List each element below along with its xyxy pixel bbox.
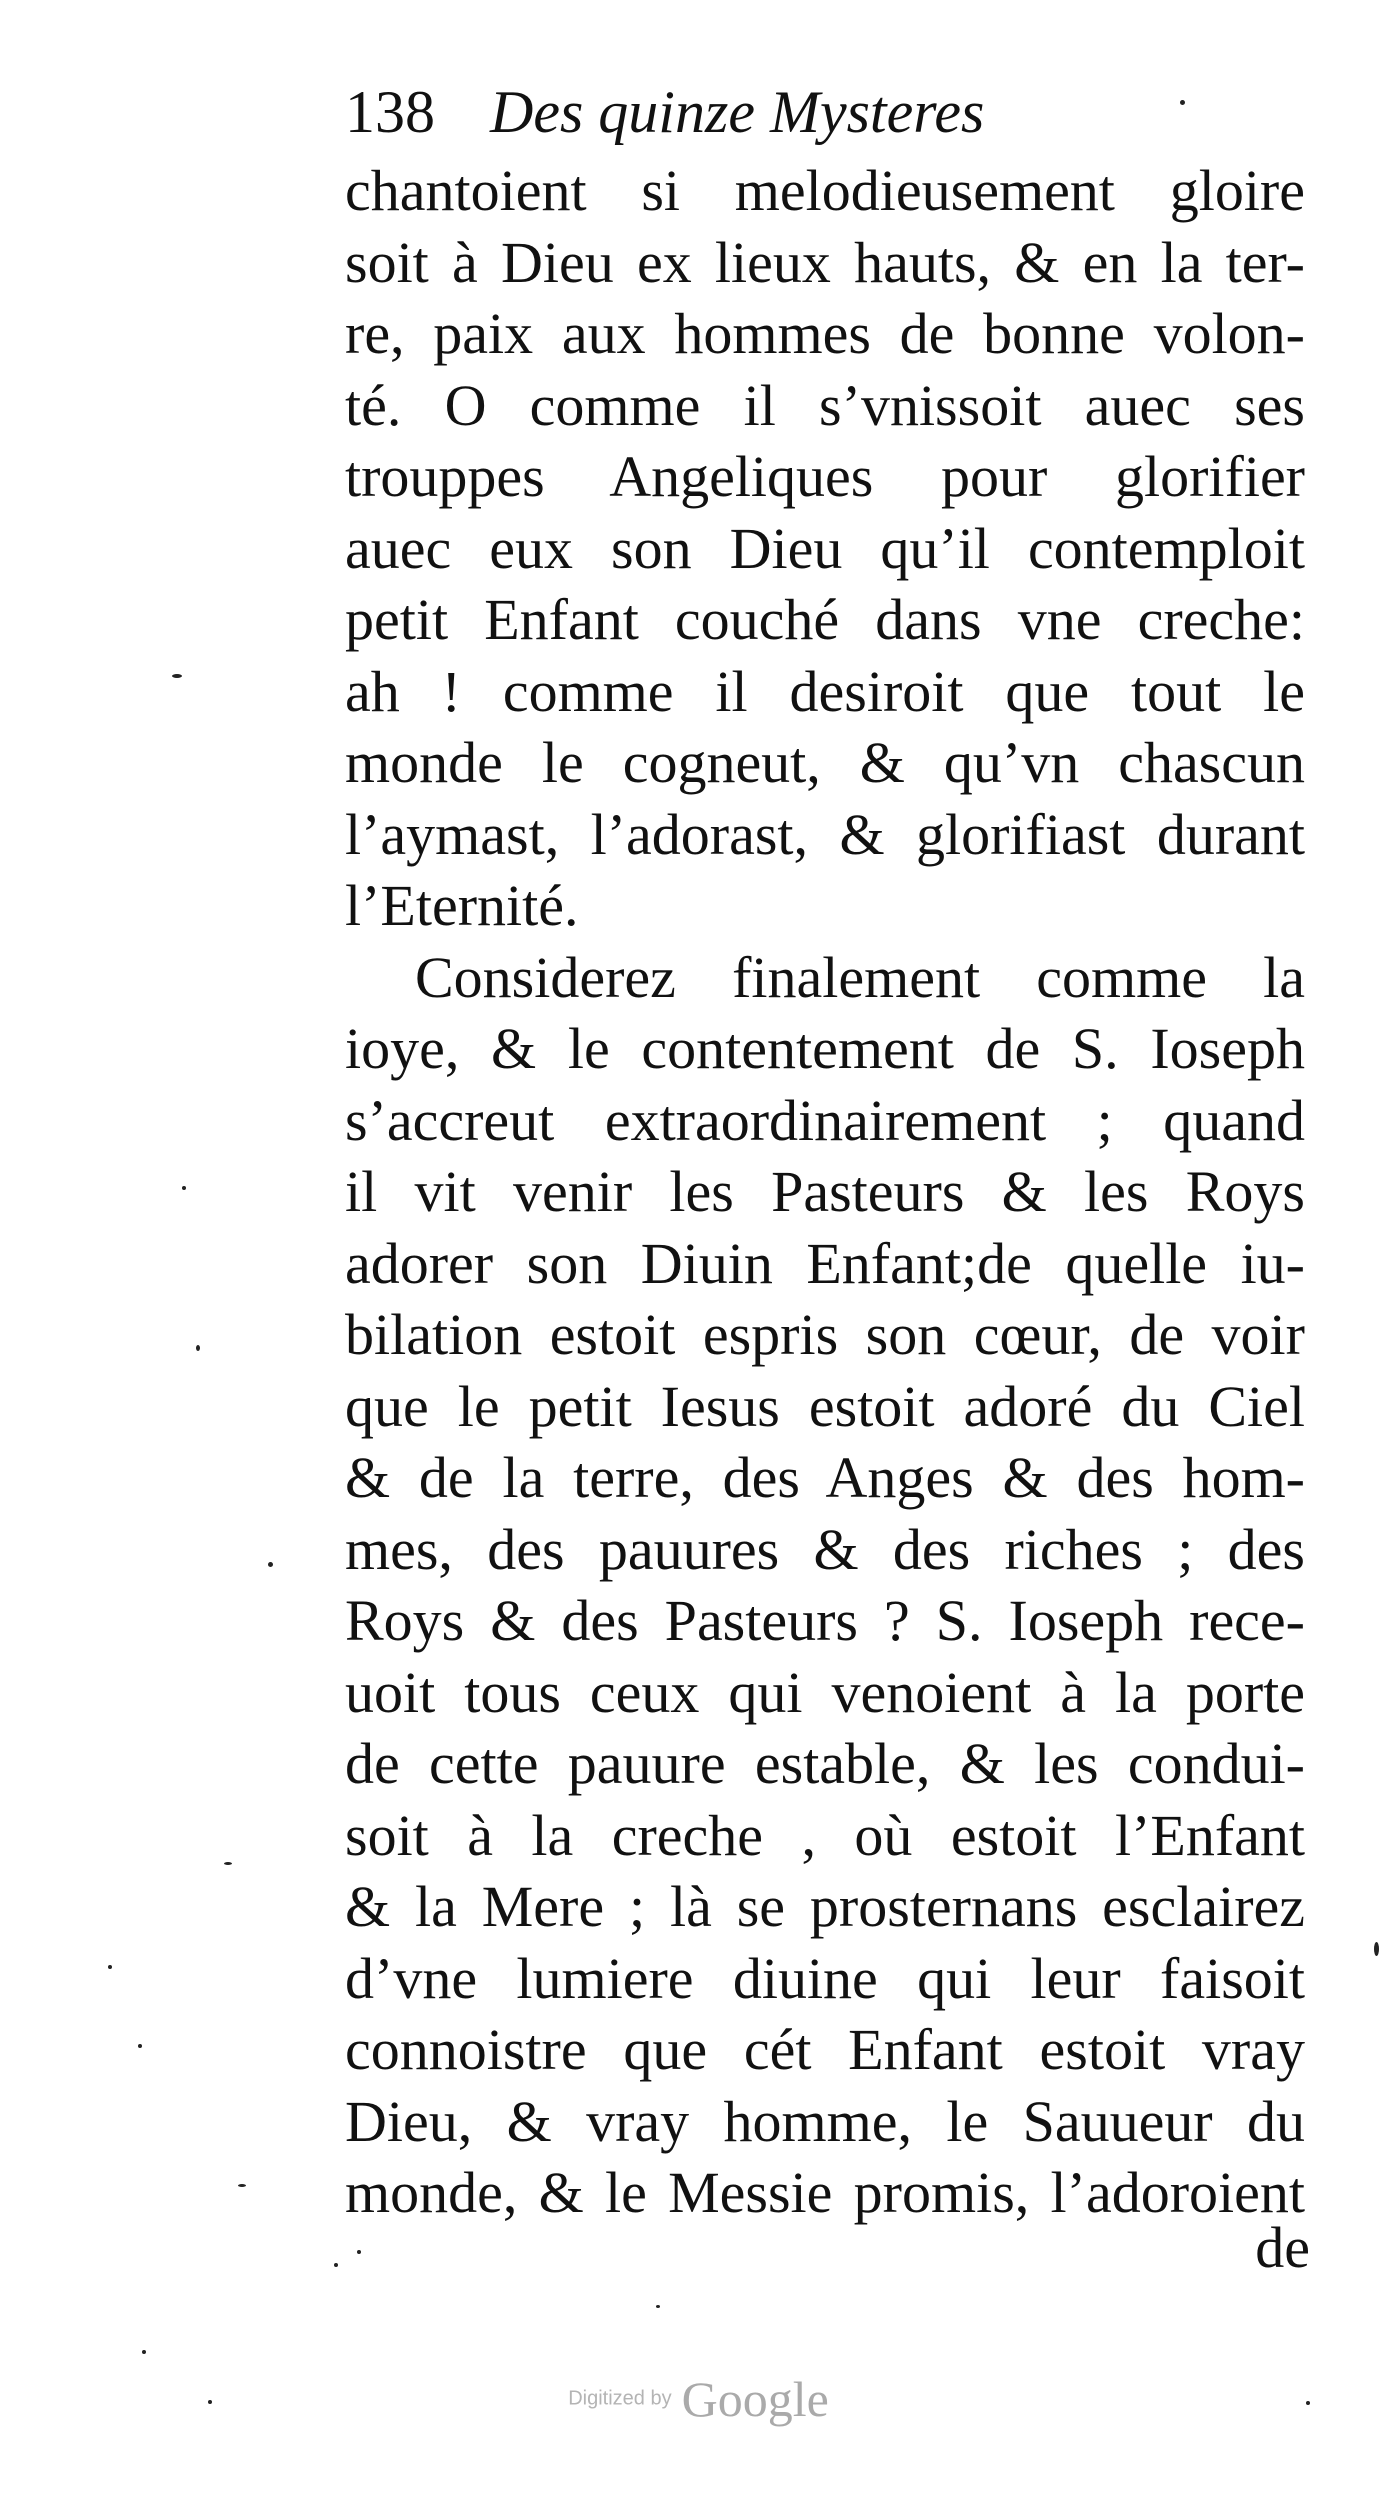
scan-speck bbox=[1180, 100, 1185, 105]
page-number: 138 bbox=[345, 79, 435, 145]
scan-speck bbox=[334, 2263, 338, 2267]
text-line: de cette pauure estable, & les condui- bbox=[345, 1731, 1305, 1796]
scan-speck bbox=[238, 2184, 246, 2187]
text-line: d’vne lumiere diuine qui leur faisoit bbox=[345, 1945, 1305, 2011]
text-line: que le petit Iesus estoit adoré du Ciel bbox=[345, 1373, 1305, 1439]
scan-speck bbox=[142, 2350, 146, 2354]
running-head bbox=[345, 72, 1245, 152]
google-logo: Google bbox=[681, 2371, 829, 2427]
scan-speck bbox=[357, 2250, 361, 2254]
text-line: auec eux son Dieu qu’il contemploit bbox=[345, 515, 1305, 581]
body-text bbox=[345, 155, 1305, 2229]
text-line: soit à Dieu ex lieux hauts, & en la ter- bbox=[345, 229, 1305, 295]
text-line: connoistre que cét Enfant estoit vray bbox=[345, 2017, 1305, 2082]
scan-speck bbox=[172, 674, 182, 678]
paragraph-first-line: Considerez finalement comme la bbox=[415, 944, 1305, 1010]
text-line: trouppes Angeliques pour glorifier bbox=[345, 444, 1305, 509]
text-line: chantoient si melodieusement gloire bbox=[345, 158, 1305, 223]
scan-speck bbox=[268, 1562, 273, 1567]
text-line: & de la terre, des Anges & des hom- bbox=[345, 1445, 1305, 1510]
text-line: il vit venir les Pasteurs & les Roys bbox=[345, 1159, 1305, 1224]
text-line: petit Enfant couché dans vne creche: bbox=[345, 587, 1305, 652]
text-line: mes, des pauures & des riches ; des bbox=[345, 1516, 1305, 1582]
scan-speck bbox=[138, 2044, 142, 2048]
scan-speck bbox=[196, 1345, 200, 1351]
catchword: de bbox=[1255, 2215, 1310, 2280]
text-line: s’accreut extraordinairement ; quand bbox=[345, 1087, 1305, 1153]
paragraph-end-line: l’Eternité. bbox=[345, 873, 579, 938]
text-line: soit à la creche , où estoit l’Enfant bbox=[345, 1802, 1305, 1868]
watermark-prefix: Digitized by bbox=[568, 2387, 672, 2410]
scan-speck bbox=[224, 1862, 232, 1865]
text-line: Dieu, & vray homme, le Sauueur du bbox=[345, 2088, 1305, 2154]
running-title: Des quinze Mysteres bbox=[490, 79, 985, 145]
text-line: adorer son Diuin Enfant;de quelle iu- bbox=[345, 1230, 1305, 1296]
text-line: ah ! comme il desiroit que tout le bbox=[345, 658, 1305, 724]
scan-speck bbox=[108, 1965, 112, 1969]
text-line: monde le cogneut, & qu’vn chascun bbox=[345, 730, 1305, 795]
text-line: ioye, & le contentement de S. Ioseph bbox=[345, 1016, 1305, 1081]
text-line: l’aymast, l’adorast, & glorifiast durant bbox=[345, 801, 1305, 867]
scan-speck bbox=[1374, 1942, 1379, 1956]
scan-speck bbox=[656, 2305, 660, 2308]
text-line: uoit tous ceux qui venoient à la porte bbox=[345, 1659, 1305, 1725]
text-line: té. O comme il s’vnissoit auec ses bbox=[345, 372, 1305, 438]
text-line: bilation estoit espris son cœur, de voir bbox=[345, 1302, 1305, 1367]
text-line: re, paix aux hommes de bonne volon- bbox=[345, 301, 1305, 366]
text-line: monde, & le Messie promis, l’adoroient bbox=[345, 2160, 1305, 2225]
digitization-watermark bbox=[0, 2370, 1397, 2440]
text-line: Roys & des Pasteurs ? S. Ioseph rece- bbox=[345, 1588, 1305, 1653]
scan-speck bbox=[182, 1186, 186, 1190]
text-line: & la Mere ; là se prosternans esclairez bbox=[345, 1874, 1305, 1939]
